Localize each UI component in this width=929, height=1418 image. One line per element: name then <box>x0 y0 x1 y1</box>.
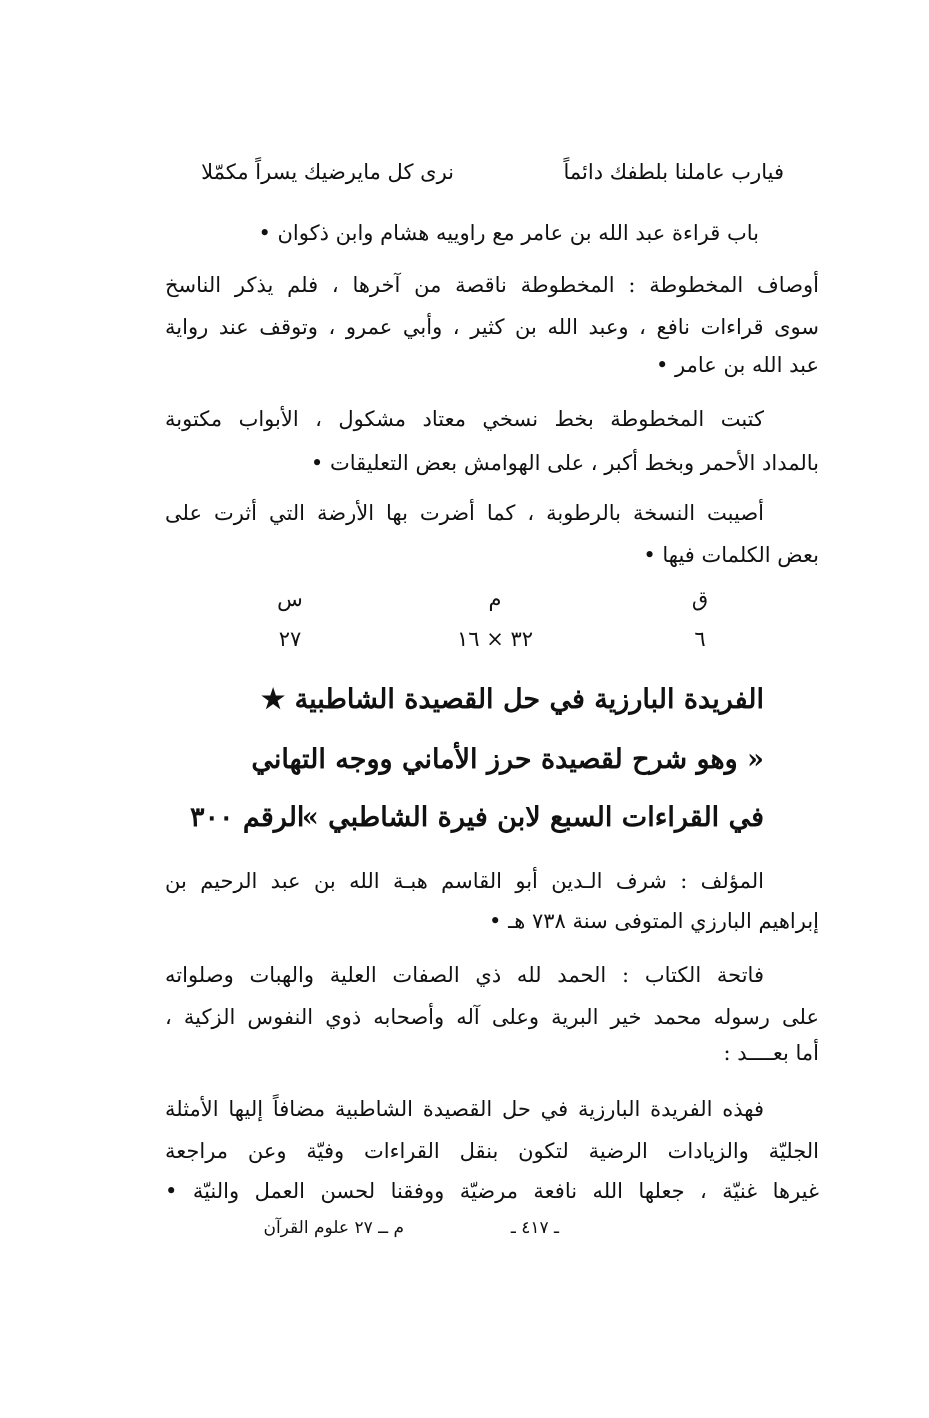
page-number: ـ ٤١٧ ـ <box>510 1218 559 1238</box>
paragraph-line: إبراهيم البارزي المتوفى سنة ٧٣٨ هـ • <box>489 909 819 933</box>
chapter-heading: باب قراءة عبد الله بن عامر مع راوييه هشام وابن ذكوان • <box>258 221 759 245</box>
spec-value-m: ٣٢ × ١٦ <box>456 627 534 651</box>
paragraph-line: المؤلف : شرف الـدين أبو القاسم هبـة الله بن عبد الرحيم بن <box>165 869 764 893</box>
book-number: الرقم ٣٠٠ <box>190 802 305 833</box>
spec-label-s: س <box>277 587 303 611</box>
paragraph-line: أما بعــــد : <box>723 1041 819 1065</box>
paragraph-line: الجليّة والزيادات الرضية لتكون بنقل القراءات وفيّة وعن مراجعة <box>165 1139 819 1163</box>
paragraph-line: فهذه الفريدة البارزية في حل القصيدة الشاطبية مضافاً إليها الأمثلة <box>165 1097 764 1121</box>
paragraph-line: كتبت المخطوطة بخط نسخي معتاد مشكول ، الأبواب مكتوبة <box>165 407 764 431</box>
paragraph-line: فاتحة الكتاب : الحمد لله ذي الصفات العلية والهبات وصلواته <box>165 963 764 987</box>
verse-first-half: فيارب عاملنا بلطفك دائماً <box>563 160 784 184</box>
paragraph-line: أوصاف المخطوطة : المخطوطة ناقصة من آخرها ، فلم يذكر الناسخ <box>165 273 819 297</box>
paragraph-line: سوى قراءات نافع ، وعبد الله بن كثير ، وأبي عمرو ، وتوقف عند رواية <box>165 315 819 339</box>
paragraph-line: عبد الله بن عامر • <box>655 353 819 377</box>
book-subtitle-line1: « وهو شرح لقصيدة حرز الأماني ووجه التهاني <box>251 744 764 775</box>
book-subtitle-line2: في القراءات السبع لابن فيرة الشاطبي » <box>301 802 764 833</box>
paragraph-line: بالمداد الأحمر وبخط أكبر ، على الهوامش بعض التعليقات • <box>310 451 819 475</box>
printer-signature: م ــ ٢٧ علوم القرآن <box>263 1218 404 1238</box>
book-title: الفريدة البارزية في حل القصيدة الشاطبية ★ <box>260 684 764 715</box>
spec-value-q: ٦ <box>694 627 706 651</box>
paragraph-line: بعض الكلمات فيها • <box>643 543 819 567</box>
verse-second-half: نرى كل مايرضيك يسراً مكمّلا <box>201 160 454 184</box>
spec-value-s: ٢٧ <box>278 627 302 651</box>
paragraph-line: أصيبت النسخة بالرطوبة ، كما أضرت بها الأرضة التي أثرت على <box>165 501 764 525</box>
spec-label-q: ق <box>691 587 709 611</box>
paragraph-line: غيرها غنيّة ، جعلها الله نافعة مرضيّة ووفقنا لحسن العمل والنيّة • <box>165 1179 819 1203</box>
spec-label-m: م <box>488 587 502 611</box>
paragraph-line: على رسوله محمد خير البرية وعلى آله وأصحابه ذوي النفوس الزكية ، <box>165 1005 819 1029</box>
